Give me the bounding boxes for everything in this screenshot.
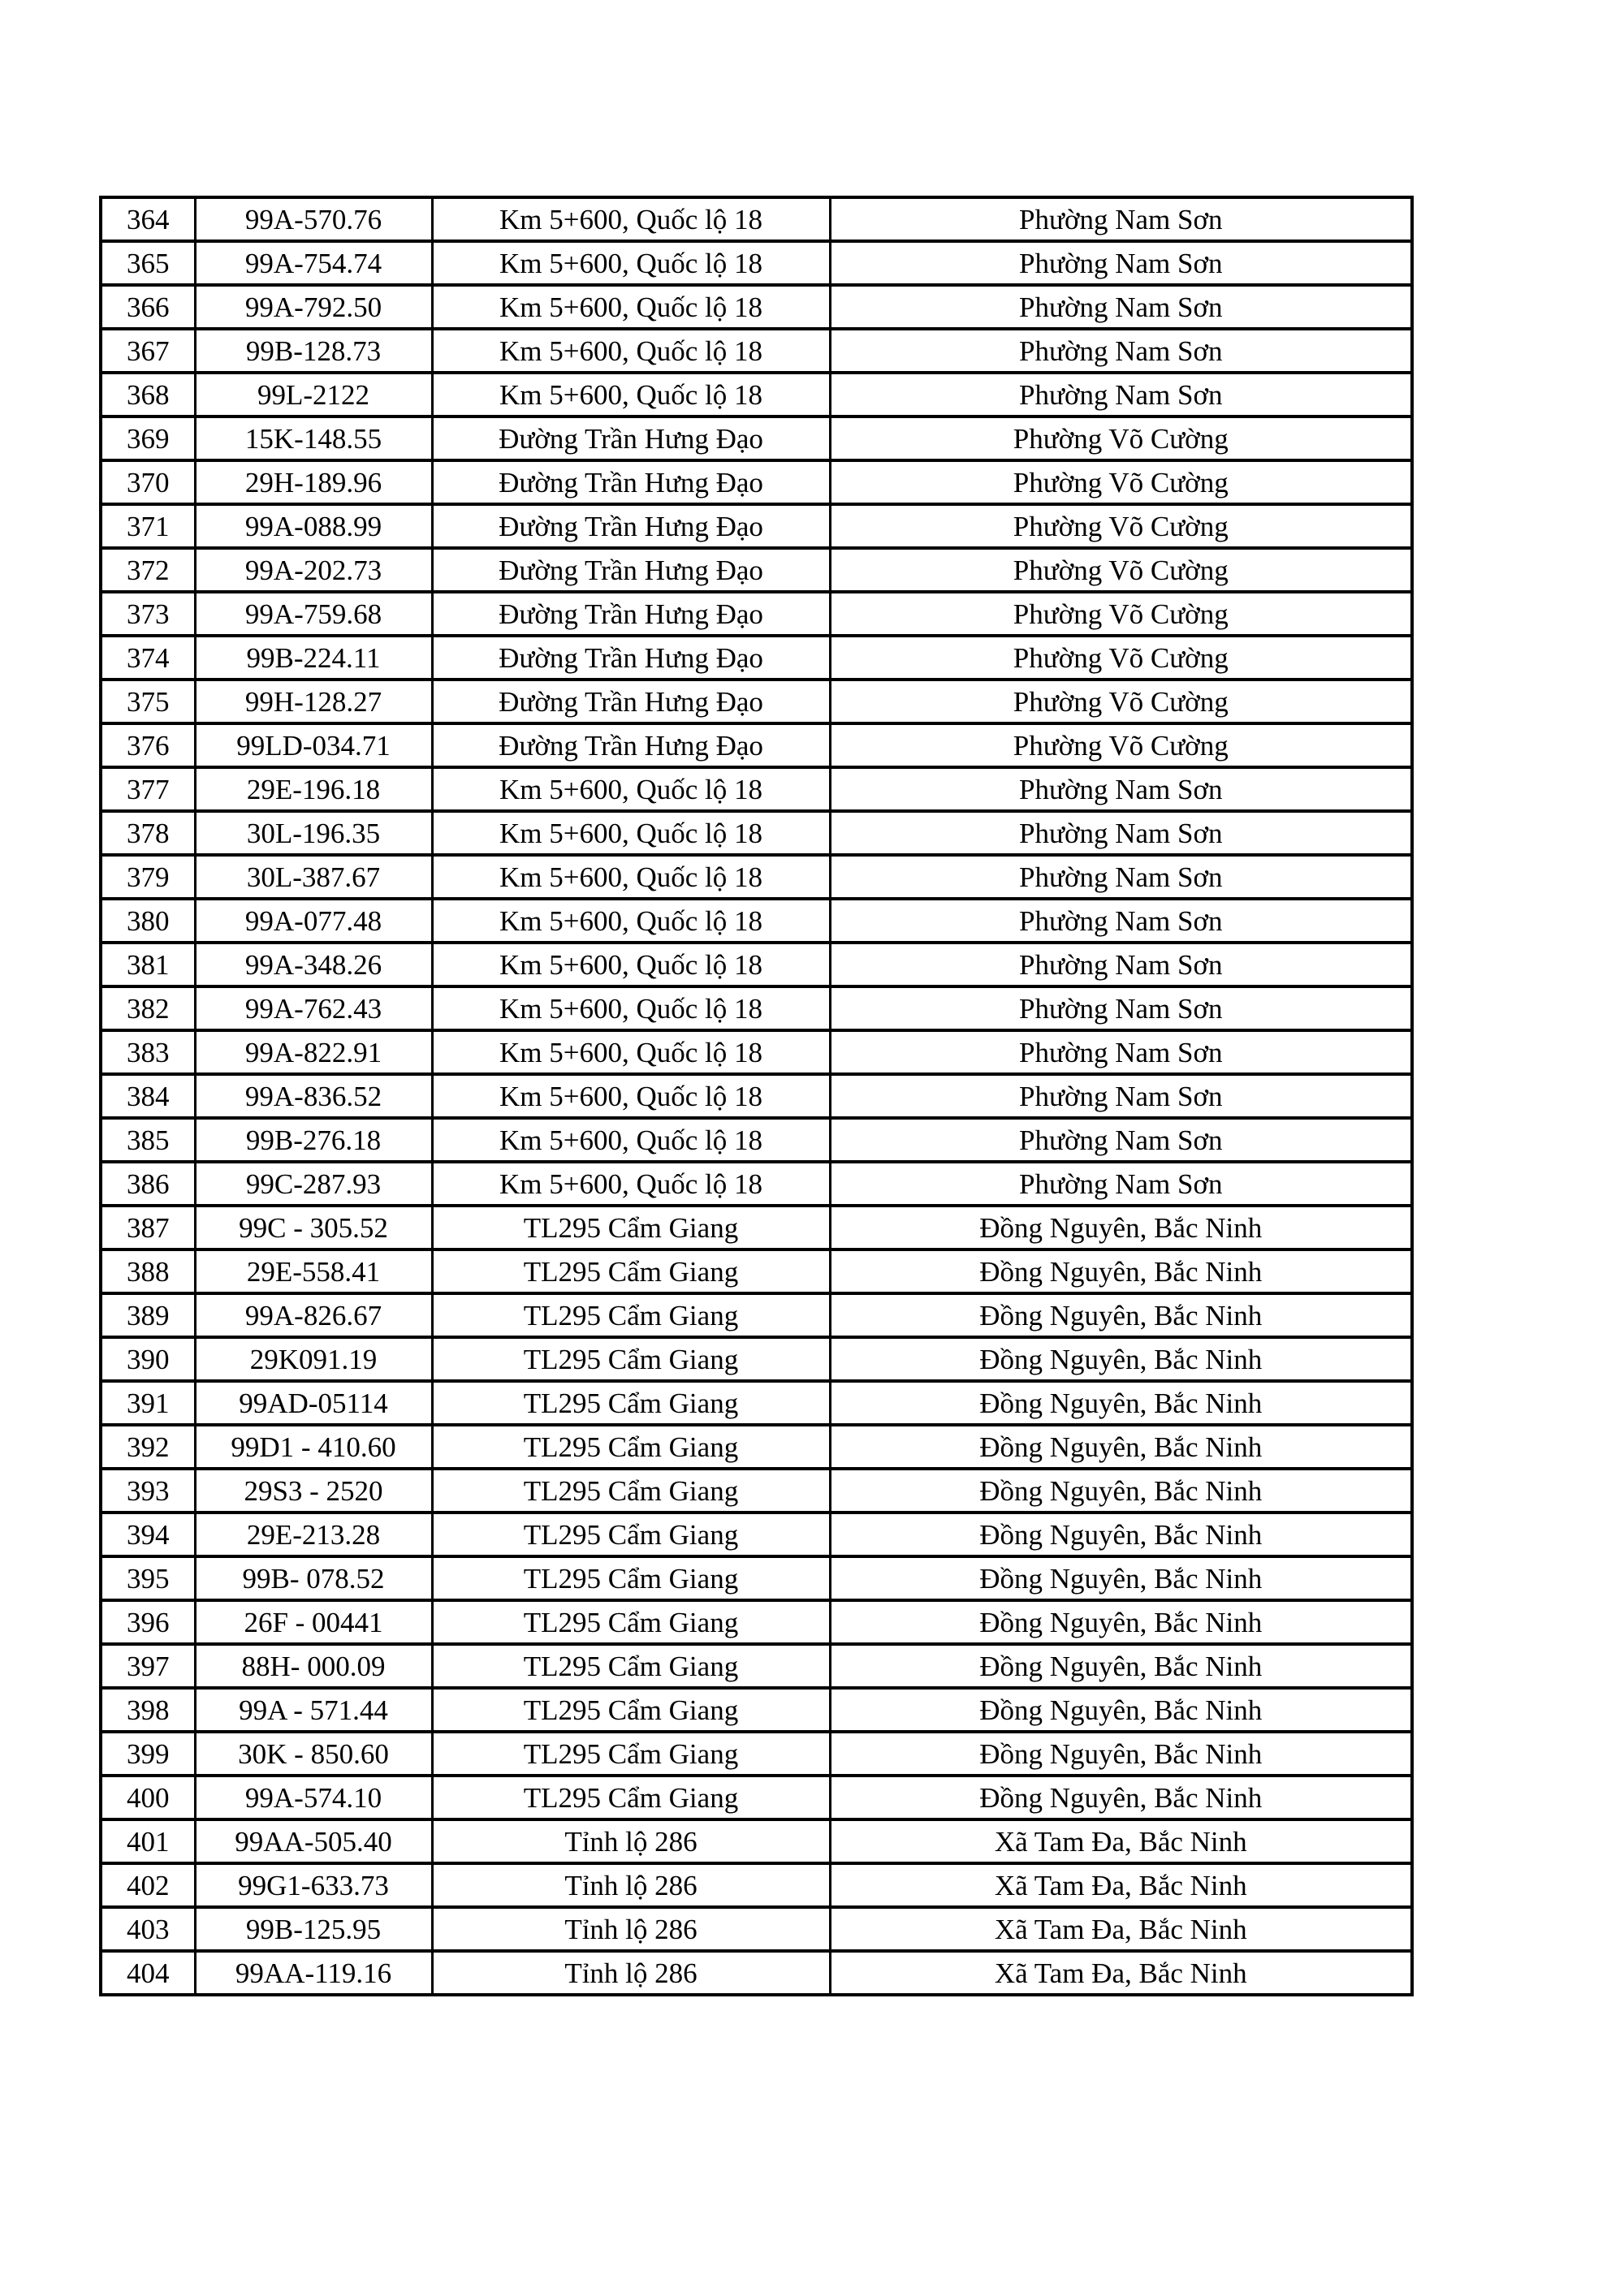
- table-row: [101, 1819, 1412, 1863]
- ward-cell: Phường Nam Sơn: [830, 855, 1412, 899]
- license-plate-cell: 30L-196.35: [195, 811, 432, 855]
- ward-cell: Phường Võ Cường: [830, 416, 1412, 460]
- ward-cell: Phường Nam Sơn: [830, 943, 1412, 986]
- license-plate-cell: 99A-822.91: [195, 1030, 432, 1074]
- street-cell: TL295 Cẩm Giang: [432, 1513, 830, 1556]
- street-cell: TL295 Cẩm Giang: [432, 1644, 830, 1688]
- table-row: [101, 416, 1412, 460]
- table-row: [101, 373, 1412, 416]
- ward-cell: Phường Nam Sơn: [830, 197, 1412, 241]
- row-number-cell: 397: [101, 1644, 195, 1688]
- ward-cell: Đồng Nguyên, Bắc Ninh: [830, 1600, 1412, 1644]
- ward-cell: Đồng Nguyên, Bắc Ninh: [830, 1469, 1412, 1513]
- street-cell: Tỉnh lộ 286: [432, 1819, 830, 1863]
- license-plate-cell: 30L-387.67: [195, 855, 432, 899]
- ward-cell: Phường Võ Cường: [830, 723, 1412, 767]
- row-number-cell: 375: [101, 680, 195, 723]
- license-plate-cell: 99A-077.48: [195, 899, 432, 943]
- license-plate-cell: 99B-125.95: [195, 1907, 432, 1951]
- license-plate-cell: 29E-558.41: [195, 1249, 432, 1293]
- license-plate-cell: 99B- 078.52: [195, 1556, 432, 1600]
- license-plate-cell: 99AA-505.40: [195, 1819, 432, 1863]
- table-row: [101, 1074, 1412, 1118]
- row-number-cell: 372: [101, 548, 195, 592]
- row-number-cell: 380: [101, 899, 195, 943]
- license-plate-cell: 26F - 00441: [195, 1600, 432, 1644]
- ward-cell: Đồng Nguyên, Bắc Ninh: [830, 1337, 1412, 1381]
- vehicle-list-table: [99, 196, 1414, 1996]
- street-cell: Đường Trần Hưng Đạo: [432, 460, 830, 504]
- license-plate-cell: 99G1-633.73: [195, 1863, 432, 1907]
- table-row: [101, 1776, 1412, 1819]
- row-number-cell: 367: [101, 329, 195, 373]
- license-plate-cell: 15K-148.55: [195, 416, 432, 460]
- street-cell: Km 5+600, Quốc lộ 18: [432, 1030, 830, 1074]
- ward-cell: Đồng Nguyên, Bắc Ninh: [830, 1776, 1412, 1819]
- row-number-cell: 396: [101, 1600, 195, 1644]
- table-row: [101, 1688, 1412, 1732]
- ward-cell: Phường Võ Cường: [830, 636, 1412, 680]
- ward-cell: Phường Nam Sơn: [830, 986, 1412, 1030]
- row-number-cell: 385: [101, 1118, 195, 1162]
- row-number-cell: 376: [101, 723, 195, 767]
- ward-cell: Đồng Nguyên, Bắc Ninh: [830, 1381, 1412, 1425]
- street-cell: Tỉnh lộ 286: [432, 1863, 830, 1907]
- table-row: [101, 592, 1412, 636]
- table-row: [101, 1469, 1412, 1513]
- street-cell: Tỉnh lộ 286: [432, 1951, 830, 1995]
- table-row: [101, 285, 1412, 329]
- ward-cell: Phường Võ Cường: [830, 592, 1412, 636]
- table-row: [101, 899, 1412, 943]
- table-row: [101, 1425, 1412, 1469]
- row-number-cell: 370: [101, 460, 195, 504]
- license-plate-cell: 99A-570.76: [195, 197, 432, 241]
- street-cell: Km 5+600, Quốc lộ 18: [432, 1118, 830, 1162]
- license-plate-cell: 99L-2122: [195, 373, 432, 416]
- license-plate-cell: 99A-836.52: [195, 1074, 432, 1118]
- table-row: [101, 1556, 1412, 1600]
- street-cell: Đường Trần Hưng Đạo: [432, 723, 830, 767]
- ward-cell: Phường Nam Sơn: [830, 1162, 1412, 1206]
- street-cell: Km 5+600, Quốc lộ 18: [432, 943, 830, 986]
- row-number-cell: 377: [101, 767, 195, 811]
- table-row: [101, 1513, 1412, 1556]
- license-plate-cell: 30K - 850.60: [195, 1732, 432, 1776]
- table-row: [101, 1030, 1412, 1074]
- ward-cell: Phường Võ Cường: [830, 460, 1412, 504]
- row-number-cell: 404: [101, 1951, 195, 1995]
- ward-cell: Phường Võ Cường: [830, 548, 1412, 592]
- table-row: [101, 811, 1412, 855]
- row-number-cell: 391: [101, 1381, 195, 1425]
- license-plate-cell: 99AA-119.16: [195, 1951, 432, 1995]
- ward-cell: Xã Tam Đa, Bắc Ninh: [830, 1951, 1412, 1995]
- license-plate-cell: 99A-088.99: [195, 504, 432, 548]
- ward-cell: Đồng Nguyên, Bắc Ninh: [830, 1732, 1412, 1776]
- ward-cell: Đồng Nguyên, Bắc Ninh: [830, 1249, 1412, 1293]
- street-cell: TL295 Cẩm Giang: [432, 1556, 830, 1600]
- street-cell: Km 5+600, Quốc lộ 18: [432, 855, 830, 899]
- row-number-cell: 366: [101, 285, 195, 329]
- ward-cell: Phường Nam Sơn: [830, 1074, 1412, 1118]
- street-cell: Km 5+600, Quốc lộ 18: [432, 811, 830, 855]
- table-row: [101, 1600, 1412, 1644]
- ward-cell: Đồng Nguyên, Bắc Ninh: [830, 1513, 1412, 1556]
- street-cell: Km 5+600, Quốc lộ 18: [432, 329, 830, 373]
- ward-cell: Xã Tam Đa, Bắc Ninh: [830, 1907, 1412, 1951]
- table-row: [101, 329, 1412, 373]
- license-plate-cell: 99A-202.73: [195, 548, 432, 592]
- row-number-cell: 378: [101, 811, 195, 855]
- row-number-cell: 384: [101, 1074, 195, 1118]
- ward-cell: Phường Nam Sơn: [830, 767, 1412, 811]
- row-number-cell: 382: [101, 986, 195, 1030]
- ward-cell: Phường Nam Sơn: [830, 1030, 1412, 1074]
- row-number-cell: 386: [101, 1162, 195, 1206]
- street-cell: TL295 Cẩm Giang: [432, 1206, 830, 1249]
- table-row: [101, 636, 1412, 680]
- ward-cell: Phường Võ Cường: [830, 680, 1412, 723]
- street-cell: TL295 Cẩm Giang: [432, 1249, 830, 1293]
- street-cell: Km 5+600, Quốc lộ 18: [432, 767, 830, 811]
- street-cell: Đường Trần Hưng Đạo: [432, 592, 830, 636]
- street-cell: Km 5+600, Quốc lộ 18: [432, 986, 830, 1030]
- street-cell: Km 5+600, Quốc lộ 18: [432, 373, 830, 416]
- license-plate-cell: 99H-128.27: [195, 680, 432, 723]
- street-cell: TL295 Cẩm Giang: [432, 1688, 830, 1732]
- table-row: [101, 986, 1412, 1030]
- license-plate-cell: 29H-189.96: [195, 460, 432, 504]
- row-number-cell: 379: [101, 855, 195, 899]
- ward-cell: Đồng Nguyên, Bắc Ninh: [830, 1206, 1412, 1249]
- row-number-cell: 395: [101, 1556, 195, 1600]
- ward-cell: Phường Nam Sơn: [830, 285, 1412, 329]
- license-plate-cell: 99B-276.18: [195, 1118, 432, 1162]
- row-number-cell: 390: [101, 1337, 195, 1381]
- street-cell: Đường Trần Hưng Đạo: [432, 636, 830, 680]
- ward-cell: Phường Nam Sơn: [830, 373, 1412, 416]
- table-row: [101, 504, 1412, 548]
- table-row: [101, 1293, 1412, 1337]
- street-cell: Km 5+600, Quốc lộ 18: [432, 1074, 830, 1118]
- ward-cell: Xã Tam Đa, Bắc Ninh: [830, 1863, 1412, 1907]
- street-cell: Đường Trần Hưng Đạo: [432, 680, 830, 723]
- ward-cell: Đồng Nguyên, Bắc Ninh: [830, 1293, 1412, 1337]
- ward-cell: Đồng Nguyên, Bắc Ninh: [830, 1556, 1412, 1600]
- table-row: [101, 197, 1412, 241]
- street-cell: TL295 Cẩm Giang: [432, 1381, 830, 1425]
- row-number-cell: 387: [101, 1206, 195, 1249]
- table-row: [101, 1118, 1412, 1162]
- license-plate-cell: 99A - 571.44: [195, 1688, 432, 1732]
- row-number-cell: 369: [101, 416, 195, 460]
- table-row: [101, 1863, 1412, 1907]
- table-row: [101, 855, 1412, 899]
- license-plate-cell: 99B-128.73: [195, 329, 432, 373]
- ward-cell: Đồng Nguyên, Bắc Ninh: [830, 1425, 1412, 1469]
- license-plate-cell: 99A-348.26: [195, 943, 432, 986]
- table-row: [101, 241, 1412, 285]
- table-row: [101, 1337, 1412, 1381]
- row-number-cell: 368: [101, 373, 195, 416]
- license-plate-cell: 99AD-05114: [195, 1381, 432, 1425]
- street-cell: TL295 Cẩm Giang: [432, 1776, 830, 1819]
- ward-cell: Phường Võ Cường: [830, 504, 1412, 548]
- street-cell: TL295 Cẩm Giang: [432, 1293, 830, 1337]
- license-plate-cell: 99A-759.68: [195, 592, 432, 636]
- license-plate-cell: 99A-792.50: [195, 285, 432, 329]
- row-number-cell: 389: [101, 1293, 195, 1337]
- row-number-cell: 383: [101, 1030, 195, 1074]
- license-plate-cell: 88H- 000.09: [195, 1644, 432, 1688]
- row-number-cell: 403: [101, 1907, 195, 1951]
- license-plate-cell: 99C - 305.52: [195, 1206, 432, 1249]
- street-cell: TL295 Cẩm Giang: [432, 1425, 830, 1469]
- row-number-cell: 400: [101, 1776, 195, 1819]
- row-number-cell: 398: [101, 1688, 195, 1732]
- table-row: [101, 723, 1412, 767]
- street-cell: Tỉnh lộ 286: [432, 1907, 830, 1951]
- street-cell: Km 5+600, Quốc lộ 18: [432, 1162, 830, 1206]
- license-plate-cell: 99B-224.11: [195, 636, 432, 680]
- street-cell: Km 5+600, Quốc lộ 18: [432, 197, 830, 241]
- table-row: [101, 548, 1412, 592]
- table-row: [101, 1162, 1412, 1206]
- row-number-cell: 399: [101, 1732, 195, 1776]
- license-plate-cell: 29K091.19: [195, 1337, 432, 1381]
- table-row: [101, 460, 1412, 504]
- street-cell: TL295 Cẩm Giang: [432, 1337, 830, 1381]
- table-body: [101, 197, 1412, 1995]
- row-number-cell: 374: [101, 636, 195, 680]
- row-number-cell: 371: [101, 504, 195, 548]
- license-plate-cell: 99A-754.74: [195, 241, 432, 285]
- table-row: [101, 1381, 1412, 1425]
- table-row: [101, 1732, 1412, 1776]
- ward-cell: Phường Nam Sơn: [830, 329, 1412, 373]
- table-row: [101, 1644, 1412, 1688]
- street-cell: Km 5+600, Quốc lộ 18: [432, 899, 830, 943]
- ward-cell: Phường Nam Sơn: [830, 899, 1412, 943]
- row-number-cell: 393: [101, 1469, 195, 1513]
- row-number-cell: 394: [101, 1513, 195, 1556]
- table-row: [101, 1206, 1412, 1249]
- license-plate-cell: 99A-826.67: [195, 1293, 432, 1337]
- street-cell: Km 5+600, Quốc lộ 18: [432, 285, 830, 329]
- street-cell: Đường Trần Hưng Đạo: [432, 504, 830, 548]
- street-cell: TL295 Cẩm Giang: [432, 1600, 830, 1644]
- table-row: [101, 943, 1412, 986]
- ward-cell: Phường Nam Sơn: [830, 1118, 1412, 1162]
- row-number-cell: 388: [101, 1249, 195, 1293]
- license-plate-cell: 99A-574.10: [195, 1776, 432, 1819]
- ward-cell: Đồng Nguyên, Bắc Ninh: [830, 1688, 1412, 1732]
- row-number-cell: 392: [101, 1425, 195, 1469]
- row-number-cell: 364: [101, 197, 195, 241]
- license-plate-cell: 99LD-034.71: [195, 723, 432, 767]
- row-number-cell: 402: [101, 1863, 195, 1907]
- row-number-cell: 373: [101, 592, 195, 636]
- row-number-cell: 365: [101, 241, 195, 285]
- table-row: [101, 1249, 1412, 1293]
- street-cell: Km 5+600, Quốc lộ 18: [432, 241, 830, 285]
- license-plate-cell: 29E-213.28: [195, 1513, 432, 1556]
- table-row: [101, 680, 1412, 723]
- table-row: [101, 1951, 1412, 1995]
- row-number-cell: 401: [101, 1819, 195, 1863]
- license-plate-cell: 99A-762.43: [195, 986, 432, 1030]
- license-plate-cell: 99D1 - 410.60: [195, 1425, 432, 1469]
- street-cell: TL295 Cẩm Giang: [432, 1469, 830, 1513]
- license-plate-cell: 29E-196.18: [195, 767, 432, 811]
- row-number-cell: 381: [101, 943, 195, 986]
- license-plate-cell: 29S3 - 2520: [195, 1469, 432, 1513]
- street-cell: Đường Trần Hưng Đạo: [432, 416, 830, 460]
- ward-cell: Xã Tam Đa, Bắc Ninh: [830, 1819, 1412, 1863]
- license-plate-cell: 99C-287.93: [195, 1162, 432, 1206]
- street-cell: Đường Trần Hưng Đạo: [432, 548, 830, 592]
- table-row: [101, 1907, 1412, 1951]
- street-cell: TL295 Cẩm Giang: [432, 1732, 830, 1776]
- table-row: [101, 767, 1412, 811]
- ward-cell: Đồng Nguyên, Bắc Ninh: [830, 1644, 1412, 1688]
- ward-cell: Phường Nam Sơn: [830, 811, 1412, 855]
- ward-cell: Phường Nam Sơn: [830, 241, 1412, 285]
